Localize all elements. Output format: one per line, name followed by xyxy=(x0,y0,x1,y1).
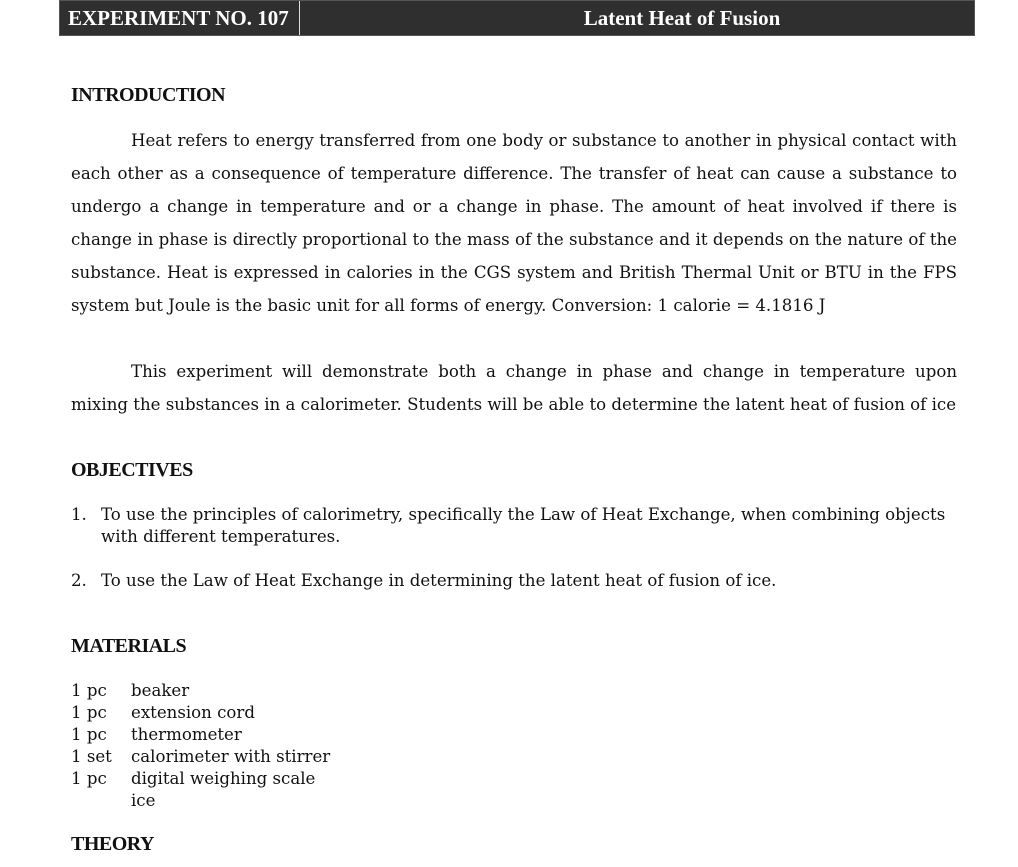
material-row xyxy=(71,768,330,790)
material-row xyxy=(71,702,330,724)
material-item: digital weighing scale xyxy=(131,769,316,788)
materials-table xyxy=(71,680,330,812)
objectives-list xyxy=(71,504,951,614)
material-quantity: 1 pc xyxy=(71,681,107,700)
material-quantity xyxy=(71,790,131,812)
objective-text: To use the principles of calorimetry, specifically the Law of Heat Exchange, when combining objects with different temperatures. xyxy=(101,505,946,546)
material-item: thermometer xyxy=(131,725,242,744)
objective-text: To use the Law of Heat Exchange in determining the latent heat of fusion of ice. xyxy=(101,571,777,590)
material-row xyxy=(71,746,330,768)
objective-item xyxy=(71,570,951,592)
introduction-heading: INTRODUCTION xyxy=(71,84,226,106)
material-item: beaker xyxy=(131,681,190,700)
material-row xyxy=(71,680,330,702)
objective-number: 2. xyxy=(71,571,87,590)
introduction-paragraph-2: This experiment will demonstrate both a change in phase and change in temperature upon mixing the substances in a calorimeter. Students will be able to determine the latent heat of fusion of ice xyxy=(71,362,957,414)
objective-item xyxy=(71,504,951,548)
material-row xyxy=(71,724,330,746)
material-quantity: 1 set xyxy=(71,747,112,766)
material-item: calorimeter with stirrer xyxy=(131,747,331,766)
material-item: extension cord xyxy=(131,703,255,722)
material-quantity: 1 pc xyxy=(71,725,107,744)
material-quantity: 1 pc xyxy=(71,769,107,788)
introduction-paragraph-1: Heat refers to energy transferred from one body or substance to another in physical contact with each other as a consequence of temperature difference. The transfer of heat can cause a substance to undergo a change in temperature and or a change in phase. The amount of heat involved if there is change in phase is directly proportional to the mass of the substance and it depends on the nature of the substance. Heat is expressed in calories in the CGS system and British Thermal Unit or BTU in the FPS system but Joule is the basic unit for all forms of energy. Conversion: 1 calorie = 4.1816 J xyxy=(71,131,957,315)
materials-heading: MATERIALS xyxy=(71,635,187,657)
experiment-number: EXPERIMENT NO. 107 xyxy=(60,1,300,35)
objectives-heading: OBJECTIVES xyxy=(71,459,193,481)
material-item: ice xyxy=(131,791,156,810)
material-quantity: 1 pc xyxy=(71,703,107,722)
document-header xyxy=(59,0,975,36)
objective-number: 1. xyxy=(71,505,87,524)
material-row xyxy=(71,790,330,812)
experiment-title: Latent Heat of Fusion xyxy=(583,5,781,30)
theory-heading: THEORY xyxy=(71,833,154,855)
